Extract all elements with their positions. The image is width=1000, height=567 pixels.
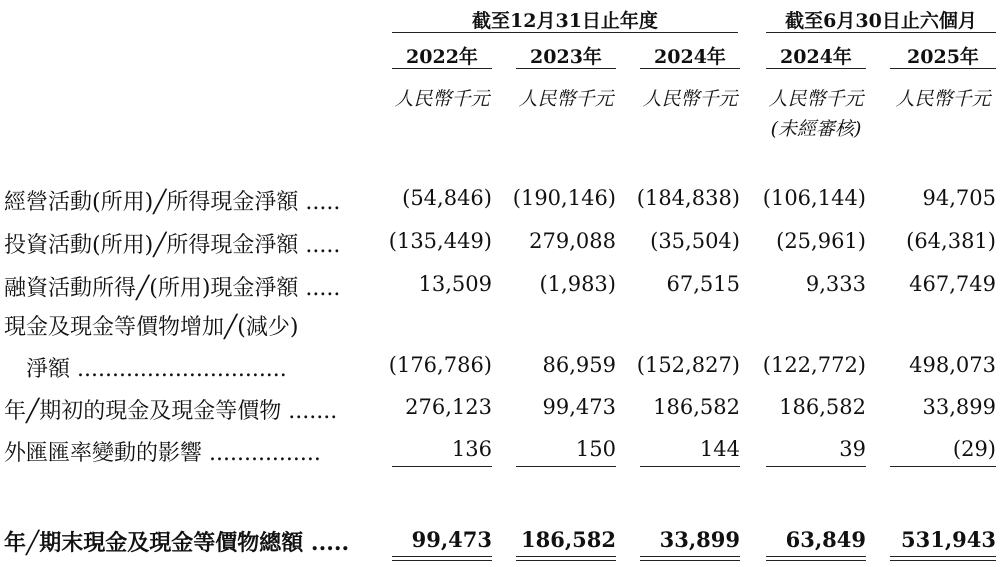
cell-value: 39 — [839, 437, 866, 461]
cell-value: 136 — [451, 437, 492, 461]
column-header-year: 2024年 — [654, 46, 726, 68]
total-double-rule — [766, 556, 866, 561]
row-label-net-change-cont: 淨額 .............................. — [26, 357, 287, 382]
unaudited-note: (未經審核) — [770, 118, 862, 140]
column-header-rule — [766, 68, 866, 69]
row-label-operating: 經營活動(所用)╱所得現金淨額 ..... — [4, 190, 341, 215]
column-header-year: 2022年 — [406, 46, 478, 68]
total-double-rule — [392, 556, 492, 561]
column-header-rule — [392, 68, 492, 69]
group-header-six-months: 截至6月30日止六個月 — [785, 10, 977, 32]
total-double-rule — [640, 556, 740, 561]
total-double-rule — [890, 556, 996, 561]
column-header-year: 2025年 — [907, 46, 979, 68]
cell-value: (152,827) — [636, 353, 740, 377]
cell-value: (190,146) — [512, 186, 616, 210]
cell-value: 9,333 — [805, 272, 866, 296]
cell-value: (184,838) — [636, 186, 740, 210]
row-label-closing-cash: 年╱期末現金及現金等價物總額 ..... — [4, 530, 350, 556]
total-double-rule — [516, 556, 616, 561]
total-value: 99,473 — [411, 527, 492, 552]
cell-value: (1,983) — [539, 272, 616, 296]
cell-value: 186,582 — [779, 395, 866, 419]
column-unit: 人民幣千元 — [394, 88, 490, 110]
column-unit: 人民幣千元 — [768, 88, 864, 110]
cell-value: 33,899 — [922, 395, 996, 419]
column-header-year: 2024年 — [780, 46, 852, 68]
total-value: 186,582 — [521, 527, 616, 552]
cell-value: 276,123 — [405, 395, 492, 419]
group-header-fiscal-year: 截至12月31日止年度 — [472, 10, 658, 32]
cell-value: 94,705 — [922, 186, 996, 210]
row-label-investing: 投資活動(所用)╱所得現金淨額 ..... — [4, 233, 341, 258]
column-header-rule — [516, 68, 616, 69]
subtotal-rule — [766, 466, 866, 467]
cell-value: (64,381) — [906, 229, 996, 253]
cell-value: (25,961) — [776, 229, 866, 253]
total-value: 531,943 — [901, 527, 996, 552]
cell-value: 144 — [699, 437, 740, 461]
total-value: 33,899 — [659, 527, 740, 552]
cell-value: 279,088 — [529, 229, 616, 253]
cell-value: 186,582 — [653, 395, 740, 419]
subtotal-rule — [516, 466, 616, 467]
cell-value: (54,846) — [402, 186, 492, 210]
column-header-year: 2023年 — [530, 46, 602, 68]
group-header-fiscal-year-rule — [392, 32, 738, 33]
cell-value: (176,786) — [388, 353, 492, 377]
column-header-rule — [890, 68, 996, 69]
cell-value: (29) — [952, 437, 996, 461]
column-unit: 人民幣千元 — [518, 88, 614, 110]
column-header-rule — [640, 68, 740, 69]
column-unit: 人民幣千元 — [642, 88, 738, 110]
row-label-opening-cash: 年╱期初的現金及現金等價物 ....... — [4, 399, 338, 424]
cell-value: (122,772) — [762, 353, 866, 377]
cell-value: 467,749 — [909, 272, 996, 296]
cell-value: 67,515 — [666, 272, 740, 296]
row-label-net-change: 現金及現金等價物增加╱(減少) — [4, 315, 299, 340]
subtotal-rule — [640, 466, 740, 467]
row-label-fx-effect: 外匯匯率變動的影響 ................ — [4, 441, 321, 466]
row-label-financing: 融資活動所得╱(所用)現金淨額 ..... — [4, 276, 341, 301]
cell-value: (135,449) — [388, 229, 492, 253]
group-header-six-months-rule — [766, 32, 996, 33]
cell-value: 150 — [575, 437, 616, 461]
total-value: 63,849 — [785, 527, 866, 552]
cell-value: 86,959 — [542, 353, 616, 377]
cell-value: 498,073 — [909, 353, 996, 377]
cell-value: 13,509 — [418, 272, 492, 296]
cell-value: (106,144) — [762, 186, 866, 210]
column-unit: 人民幣千元 — [895, 88, 991, 110]
subtotal-rule — [890, 466, 996, 467]
subtotal-rule — [392, 466, 492, 467]
cell-value: 99,473 — [542, 395, 616, 419]
cell-value: (35,504) — [650, 229, 740, 253]
